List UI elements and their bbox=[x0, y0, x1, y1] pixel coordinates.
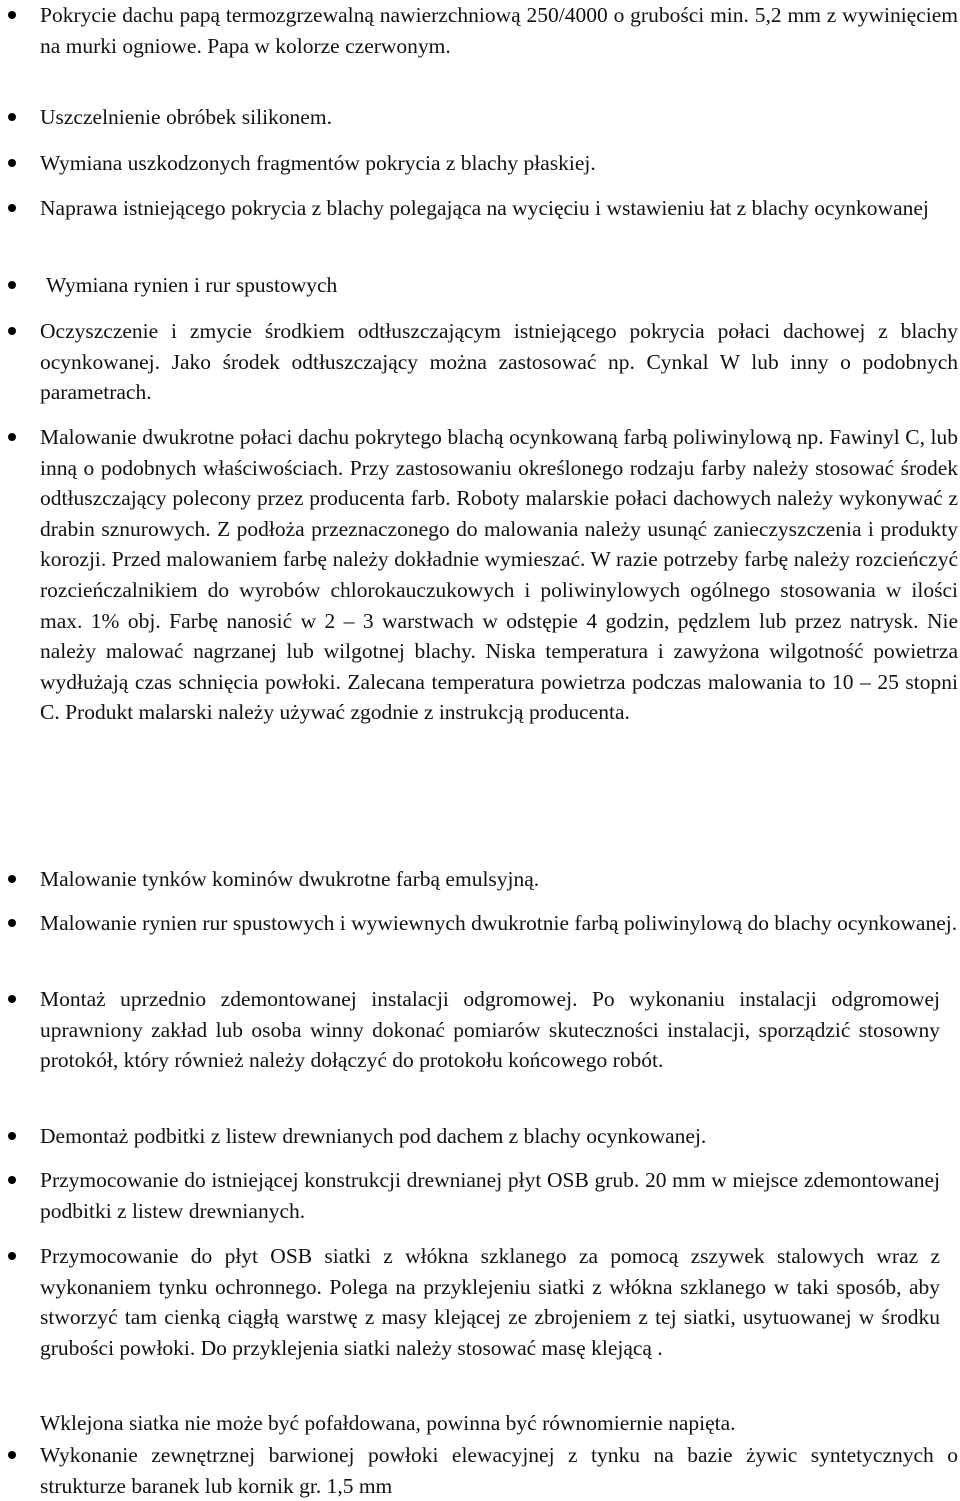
bullet-icon bbox=[8, 919, 16, 927]
list-item-text: Wymiana uszkodzonych fragmentów pokrycia z blachy płaskiej. bbox=[40, 151, 596, 175]
list-item-text: Przymocowanie do istniejącej konstrukcji drewnianej płyt OSB grub. 20 mm w miejsce zdemontowanej podbitki z listew drewnianych. bbox=[40, 1168, 940, 1223]
list-item-text: Demontaż podbitki z listew drewnianych pod dachem z blachy ocynkowanej. bbox=[40, 1124, 707, 1148]
list-item-text: Naprawa istniejącego pokrycia z blachy polegająca na wycięciu i wstawieniu łat z blachy ocynkowanej bbox=[40, 196, 929, 220]
bullet-icon bbox=[8, 1132, 16, 1140]
bullet-icon bbox=[8, 1451, 16, 1459]
list-item-text: Malowanie tynków kominów dwukrotne farbą emulsyjną. bbox=[40, 867, 540, 891]
list-item-text: Pokrycie dachu papą termozgrzewalną nawierzchniową 250/4000 o grubości min. 5,2 mm z wywinięciem na murki ogniowe. Papa w kolorze czerwonym. bbox=[40, 3, 958, 58]
bullet-icon bbox=[8, 995, 16, 1003]
list-item-text: Malowanie dwukrotne połaci dachu pokrytego blachą ocynkowaną farbą poliwinylową np. Fawinyl C, lub inną o podobnych właściwościach. Przy zastosowaniu określonego rodzaju farby należy stosować środek odtłuszczający polecony przez producenta farb. Roboty malarskie połaci dachowych należy wykonywać z drabin sznurowych. Z podłoża przeznaczonego do malowania należy usunąć zanieczyszczenia i produkty korozji. Przed malowaniem farbę należy dokładnie wymieszać. W razie potrzeby farbę należy rozcieńczyć rozcieńczalnikiem do wyrobów chlorokauczukowych i poliwinylowych ogólnego stosowania w ilości max. 1% obj. Farbę nanosić w 2 – 3 warstwach w odstępie 4 godzin, pędzlem lub przez natrysk. Nie należy malować nagrzanej lub wilgotnej blachy. Niska temperatura i zawyżona wilgotność powietrza wydłużają czas schnięcia powłoki. Zalecana temperatura powietrza podczas malowania to 10 – 25 stopni C. Produkt malarski należy używać zgodnie z instrukcją producenta. bbox=[40, 425, 958, 725]
bullet-icon bbox=[8, 204, 16, 212]
bullet-icon bbox=[8, 875, 16, 883]
list-item-text: Oczyszczenie i zmycie środkiem odtłuszczającym istniejącego pokrycia połaci dachowej z blachy ocynkowanej. Jako środek odtłuszczający można zastosować np. Cynkal W lub inny o podobnych parametrach. bbox=[40, 319, 958, 405]
bullet-icon bbox=[8, 281, 16, 289]
bullet-icon bbox=[8, 327, 16, 335]
list-item-text: Montaż uprzednio zdemontowanej instalacji odgromowej. Po wykonaniu instalacji odgromowej uprawniony zakład lub osoba winny dokonać pomiarów skuteczności instalacji, sporządzić stosowny protokół, który również należy dołączyć do protokołu końcowego robót. bbox=[40, 987, 940, 1073]
list-item-text: Malowanie rynien rur spustowych i wywiewnych dwukrotnie farbą poliwinylową do blachy ocynkowanej. bbox=[40, 911, 958, 935]
bullet-icon bbox=[8, 159, 16, 167]
bullet-icon bbox=[8, 433, 16, 441]
list-item-text: Przymocowanie do płyt OSB siatki z włókna szklanego za pomocą zszywek stalowych wraz z wykonaniem tynku ochronnego. Polega na przyklejeniu siatki z włókna szklanego w taki sposób, aby stworzyć tam cienką ciągłą warstwę z masy klejącej ze zbrojeniem z tej siatki, usytuowanej w środku grubości powłoki. Do przyklejenia siatki należy stosować masę klejącą . bbox=[40, 1244, 940, 1360]
list-item-text: Wykonanie zewnętrznej barwionej powłoki elewacyjnej z tynku na bazie żywic syntetycznych o strukturze baranek lub kornik gr. 1,5 mm bbox=[40, 1443, 958, 1498]
bullet-icon bbox=[8, 11, 16, 19]
bullet-icon bbox=[8, 1176, 16, 1184]
list-item-text: Wymiana rynien i rur spustowych bbox=[46, 273, 338, 297]
list-item-text: Uszczelnienie obróbek silikonem. bbox=[40, 105, 332, 129]
list-item-text: Wklejona siatka nie może być pofałdowana, powinna być równomiernie napięta. bbox=[40, 1411, 736, 1435]
bullet-icon bbox=[8, 1252, 16, 1260]
bullet-icon bbox=[8, 113, 16, 121]
